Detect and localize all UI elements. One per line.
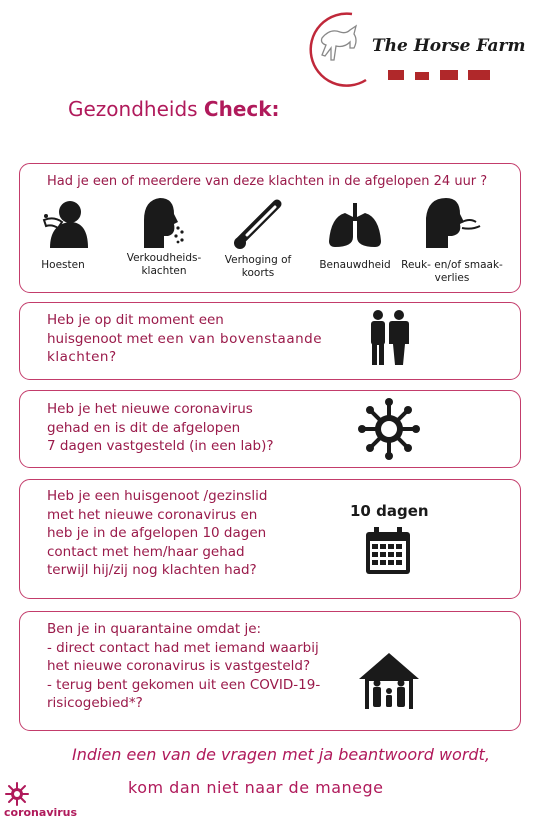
q3-line1: Heb je het nieuwe coronavirus bbox=[47, 401, 253, 417]
smell-icon bbox=[422, 198, 482, 252]
calendar-icon bbox=[365, 527, 411, 579]
q2-line2b: een van bovenstaande bbox=[157, 330, 323, 347]
q2-line2a: huisgenoot met bbox=[47, 330, 154, 347]
q3-line3: 7 dagen vastgesteld (in een lab)? bbox=[47, 438, 274, 454]
thermometer-icon bbox=[233, 198, 289, 254]
logo-name: The Horse Farm bbox=[372, 36, 526, 56]
symptom-label-cough: Hoesten bbox=[41, 259, 85, 271]
q4-line2: met het nieuwe coronavirus en bbox=[47, 506, 258, 523]
q5-line1: Ben je in quarantaine omdat je: bbox=[47, 621, 262, 637]
coronavirus-label: coronavirus bbox=[4, 806, 78, 819]
home-family-icon bbox=[357, 651, 421, 715]
symptom-label-fever: Verhoging of koorts bbox=[224, 254, 292, 279]
virus-icon bbox=[358, 398, 420, 464]
horse-farm-logo bbox=[300, 8, 540, 88]
lungs-icon bbox=[328, 203, 382, 251]
q4-line5: terwijl hij/zij nog klachten had? bbox=[47, 562, 257, 578]
question-quarantine bbox=[47, 620, 320, 713]
q2-line3: klachten? bbox=[47, 349, 117, 365]
q4-line4: contact met hem/haar gehad bbox=[47, 543, 245, 560]
symptom-label-smell: Reuk- en/of smaak- verlies bbox=[401, 259, 503, 284]
footer-line1: Indien een van de vragen met ja beantwoord wordt, bbox=[72, 745, 490, 764]
page-title bbox=[68, 97, 280, 121]
q3-line2: gehad en is dit de afgelopen bbox=[47, 419, 241, 436]
q2-line1: Heb je op dit moment een bbox=[47, 312, 224, 328]
sneeze-icon bbox=[138, 198, 186, 252]
q5-line2: - direct contact had met iemand waarbij bbox=[47, 639, 319, 656]
q5-line4: - terug bent gekomen uit een COVID-19- bbox=[47, 676, 321, 693]
question-contact bbox=[47, 487, 267, 580]
q5-line5: risicogebied*? bbox=[47, 695, 143, 711]
q4-line3: heb je in de afgelopen 10 dagen bbox=[47, 525, 267, 541]
cough-icon bbox=[42, 198, 88, 252]
footer-line2: kom dan niet naar de manege bbox=[128, 778, 384, 797]
question-housemate bbox=[47, 311, 322, 367]
symptom-label-breathless: Benauwdheid bbox=[319, 259, 391, 271]
people-icon bbox=[367, 309, 411, 371]
title-part2: Check: bbox=[203, 97, 280, 121]
title-part1: Gezondheids bbox=[68, 97, 198, 121]
symptom-label-cold: Verkoudheids- klachten bbox=[126, 252, 202, 277]
question-infected bbox=[47, 400, 274, 456]
ten-days-label: 10 dagen bbox=[350, 502, 429, 520]
q4-line1: Heb je een huisgenoot /gezinslid bbox=[47, 488, 268, 504]
q5-line3: het nieuwe coronavirus is vastgesteld? bbox=[47, 658, 311, 674]
question-symptoms: Had je een of meerdere van deze klachten in de afgelopen 24 uur ? bbox=[47, 174, 488, 189]
